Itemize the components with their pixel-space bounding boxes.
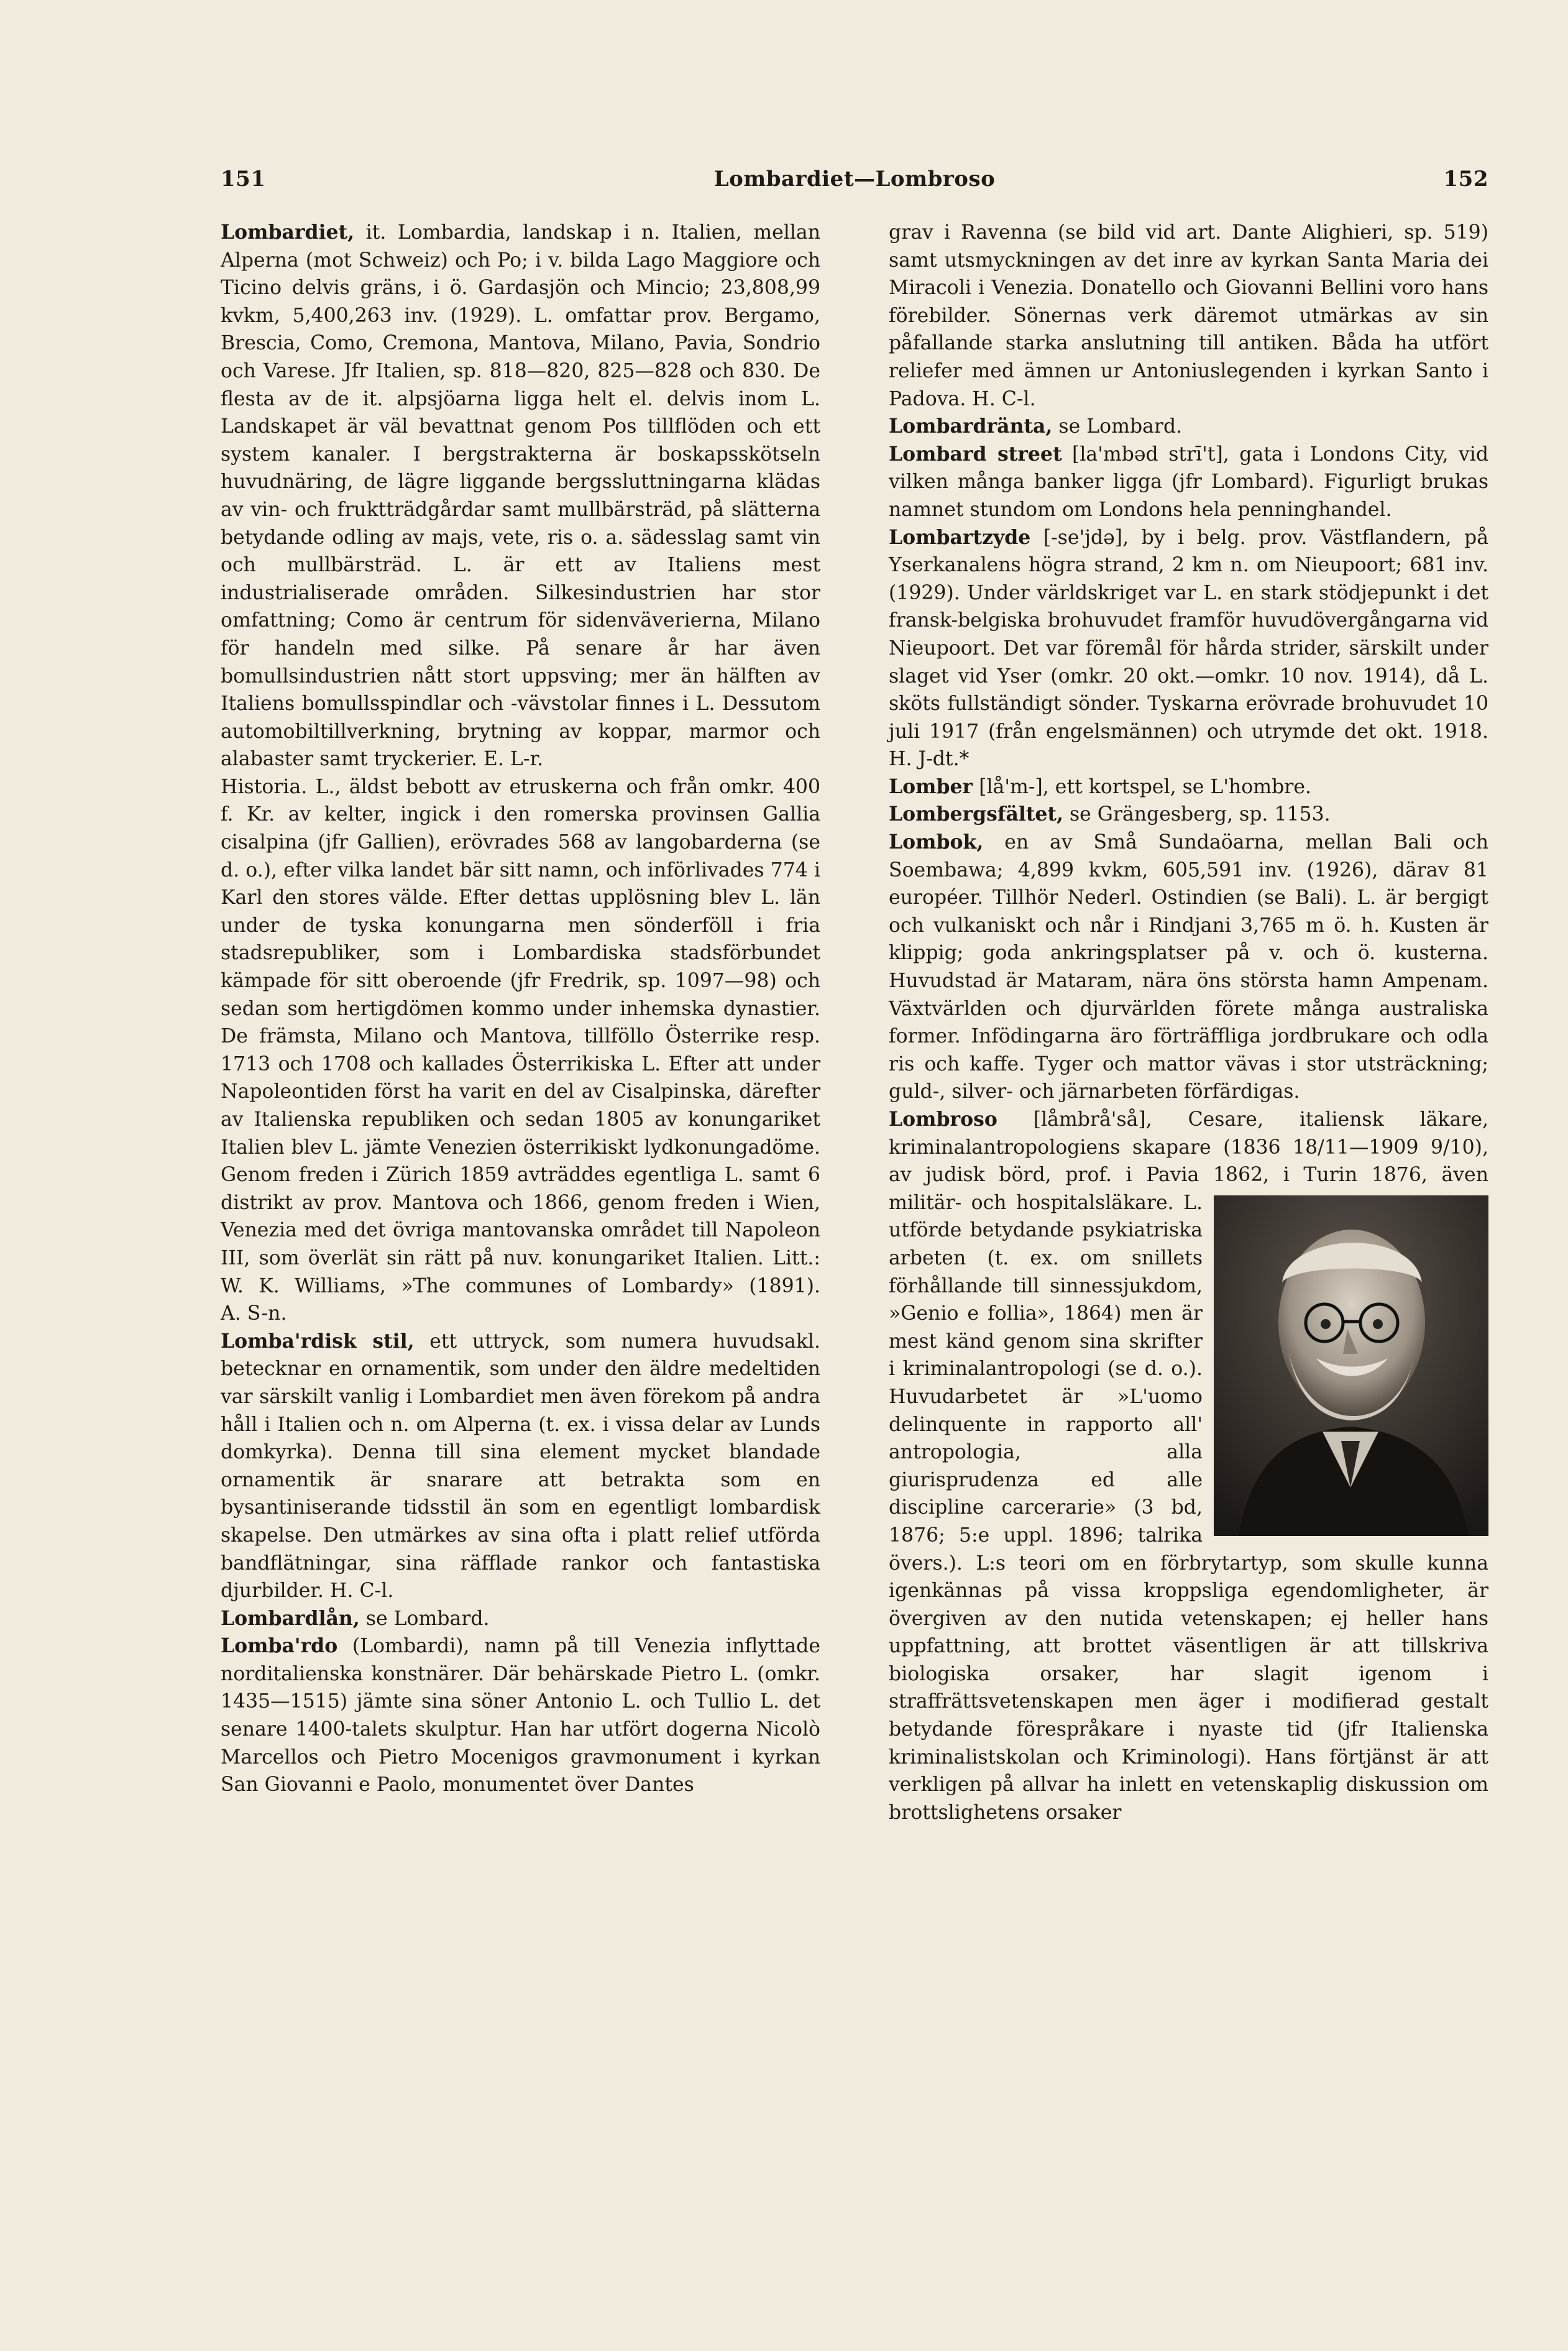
entry-lombardo-continued: [889, 219, 1488, 413]
entry-text: L. utförde betydande psykiatriska arbeten (t. ex. om snillets förhållande till sinnessjukdom, »Genio e follia», 1864) men är mest känd genom sina skrifter i kriminalantropologi (se d. o.). Huvudarbetet är »L'uomo delinquente in rapporto all' antropologia, alla giurisprudenza ed alle discipline carcerarie» (3 bd,: [889, 1191, 1203, 1519]
portrait-photo-lombroso: [1214, 1195, 1488, 1536]
entry-term: Lombroso: [889, 1108, 997, 1131]
entry-lomber: [889, 773, 1488, 801]
portrait-image: [1214, 1195, 1488, 1536]
right-column: [889, 219, 1488, 1826]
entry-text: [-se'jdə], by i belg. prov. Västflandern, på Yserkanalens högra strand, 2 km n. om Nieupoort; 681 inv. (1929). Under världskriget var L. en stark stödjepunkt i det fransk-belgiska brohuvudet framför huvudövergångarna vid Nieupoort. Det var föremål för hårda strider, särskilt under slaget vid Yser (omkr. 20 okt.—omkr. 10 nov. 1914), då L. sköts fullständigt sönder. Tyskarna erövrade brohuvudet 10 juli 1917 (från engelsmännen) och utrymde det okt. 1918.: [889, 526, 1488, 743]
entry-text: [lå'm-], ett kortspel, se L'hombre.: [979, 775, 1312, 798]
entry-lombardranta: [889, 413, 1488, 441]
entry-lombroso: [889, 1106, 1488, 1826]
entry-text: 1876; 5:e uppl. 1896; talrika övers.). L:s teori om en förbrytartyp, som skulle kunna igenkännas på vissa kroppsliga egendomligheter, är övergiven av den nutida vetenskapen; ej heller hans uppfattning, att brottet väsentligen är att tillskriva biologiska orsaker, har slagit igenom i straffrättsvetenskapen men äger i modifierad gestalt betydande förespråkare i nyaste tid (jfr Italienska kriminalistskolan och Kriminologi). Hans förtjänst är att verkligen på allvar ha inlett en vetenskaplig diskussion om brottslighetens orsaker: [889, 1524, 1488, 1824]
entry-signature: A. S-n.: [221, 1302, 287, 1325]
entry-term: Lombergsfältet,: [889, 803, 1063, 826]
page-number-left: 151: [221, 167, 266, 191]
entry-term: Lomba'rdo: [221, 1634, 338, 1658]
entry-lombardlan: [221, 1605, 820, 1633]
entry-text: [la'mbəd strī't], gata i Londons City, vid vilken många banker ligga (jfr Lombard). Figurligt brukas namnet stundom om Londons hela penninghandel.: [889, 443, 1489, 521]
entry-signature: H. C-l.: [972, 387, 1036, 410]
entry-term: Lombartzyde: [889, 525, 1031, 549]
entry-text: ett uttryck, som numera huvudsakl. betecknar en ornamentik, som under den äldre medeltiden var särskilt vanlig i Lombardiet men även förekom på andra håll i Italien och n. om Alperna (t. ex. i vissa delar av Lunds domkyrka). Denna till sina element mycket blandade ornamentik är snarare att betrakta som en bysantiniserande tidsstil än som en egentligt lombardisk skapelse. Den utmärkes av sina ofta i platt relief utförda bandflätningar, sina räfflade rankor och fantastiska djurbilder.: [221, 1330, 820, 1603]
running-headwords: Lombardiet—Lombroso: [713, 167, 996, 191]
entry-lombardiet: [221, 219, 820, 773]
entry-text: [låmbrå'så], Cesare, italiensk läkare, kriminalantropologiens skapare (1836 18/11—1909 9/10), av judisk börd, prof. i Pavia 1862, i Turin 1876, även militär- och hospitalsläkare.: [889, 1108, 1488, 1214]
entry-text: se Grängesberg, sp. 1153.: [1069, 803, 1331, 826]
entry-lombartzyde: [889, 524, 1488, 773]
entry-term: Lombardiet,: [221, 221, 355, 244]
entry-text: Historia. L., äldst bebott av etruskerna och från omkr. 400 f. Kr. av kelter, ingick i den romerska provinsen Gallia cisalpina (jfr Gallien), erövrades 568 av langobarderna (se d. o.), efter vilka landet bär sitt namn, och införlivades 774 i Karl den stores välde. Efter dettas upplösning blev L. län under de tyska konungarna men sönderföll i fria stadsrepubliker, som i Lombardiska stadsförbundet kämpade för sitt oberoende (jfr Fredrik, sp. 1097—98) och sedan som hertigdömen kommo under inhemska dynastier. De främsta, Milano och Mantova, tillföllo Österrike resp. 1713 och 1708 och kallades Österrikiska L. Efter att under Napoleontiden först ha varit en del av Cisalpinska, därefter av Italienska republiken och sedan 1805 av konungariket Italien blev L. jämte Venezien österrikiskt lydkonungadöme. Genom freden i Zürich 1859 avträddes egentliga L. samt 6 distrikt av prov. Mantova och 1866, genom freden i Wien, Venezia med det övriga mantovanska området till Napoleon III, som överlät sin rätt på nuv. konungariket Italien. Litt.: W. K. Williams, »The communes of Lombardy» (1891).: [221, 775, 820, 1297]
entry-term: Lomba'rdisk stil,: [221, 1329, 415, 1353]
entry-text: se Lombard.: [1058, 415, 1183, 438]
entry-signature: H. C-l.: [330, 1580, 394, 1603]
left-column: [221, 219, 820, 1799]
entry-text: grav i Ravenna (se bild vid art. Dante Alighieri, sp. 519) samt utsmyckningen av det inre av kyrkan Santa Maria dei Miracoli i Venezia. Donatello och Giovanni Bellini voro hans förebilder. Sönernas verk däremot utmärkas av sin påfallande starka anslutning till antiken. Båda ha utfört reliefer med ämnen ur Antoniuslegenden i kyrkan Santo i Padova.: [889, 221, 1488, 410]
entry-term: Lombardlån,: [221, 1606, 360, 1630]
entry-lombard-street: [889, 441, 1488, 524]
entry-text: en av Små Sundaöarna, mellan Bali och Soembawa; 4,899 kvkm, 605,591 inv. (1926), därav 81 européer. Tillhör Nederl. Ostindien (se Bali). L. är bergigt och vulkaniskt och når i Rindjani 3,765 m ö. h. Kusten är klippig; goda ankringsplatser på v. och ö. kusterna. Huvudstad är Mataram, nära öns största hamn Ampenam. Växtvärlden och djurvärlden förete många australiska former. Infödingarna äro förträffliga jordbrukare och odla ris och kaffe. Tyger och mattor vävas i stor utsträckning; guld-, silver- och järnarbeten förfärdigas.: [889, 831, 1489, 1103]
entry-text: it. Lombardia, landskap i n. Italien, mellan Alperna (mot Schweiz) och Po; i v. bilda Lago Maggiore och Ticino delvis gräns, i ö. Gardasjön och Mincio; 23,808,99 kvkm, 5,400,263 inv. (1929). L. omfattar prov. Bergamo, Brescia, Como, Cremona, Mantova, Milano, Pavia, Sondrio och Varese. Jfr Italien, sp. 818—820, 825—828 och 830. De flesta av de it. alpsjöarna ligga helt el. delvis inom L. Landskapet är väl bevattnat genom Pos tillflöden och ett system kanaler. I bergstrakterna är boskapsskötseln huvudnäring, de lägre liggande bergssluttningarna klädas av vin- och fruktträdgårdar samt mullbärsträd, på slätterna betydande odling av majs, vete, ris o. a. sädesslag samt vin och mullbärsträd. L. är ett av Italiens mest industrialiserade områden. Silkesindustrien har stor omfattning; Como är centrum för sidenväverierna, Milano för handeln med silke. På senare år har även bomullsindustrien nått stort uppsving; mer än hälften av Italiens bomullsspindlar och -vävstolar finnes i L. Dessutom automobiltillverkning, brytning av koppar, marmor och alabaster samt tryckerier.: [221, 221, 820, 771]
entry-lombok: [889, 829, 1488, 1106]
page-number-right: 152: [1443, 167, 1488, 191]
entry-lombardisk-stil: [221, 1328, 820, 1605]
entry-signature: H. J-dt.*: [889, 748, 970, 771]
entry-term: Lombok,: [889, 830, 984, 854]
entry-text: (Lombardi), namn på till Venezia inflyttade norditalienska konstnärer. Där behärskade Pietro L. (omkr. 1435—1515) jämte sina söner Antonio L. och Tullio L. det senare 1400-talets skulptur. Han har utfört dogerna Nicolò Marcellos och Pietro Mocenigos gravmonument i kyrkan San Giovanni e Paolo, monumentet över Dantes: [221, 1635, 820, 1797]
entry-term: Lomber: [889, 775, 973, 798]
entry-lombardo: [221, 1632, 820, 1799]
entry-text: se Lombard.: [365, 1607, 490, 1630]
entry-signature: E. L-r.: [483, 748, 544, 771]
entry-term: Lombardränta,: [889, 415, 1053, 438]
entry-lombardiet-historia: [221, 773, 820, 1328]
entry-term: Lombard street: [889, 442, 1062, 466]
page-header: [221, 167, 1488, 204]
entry-lombergsfaltet: [889, 801, 1488, 829]
